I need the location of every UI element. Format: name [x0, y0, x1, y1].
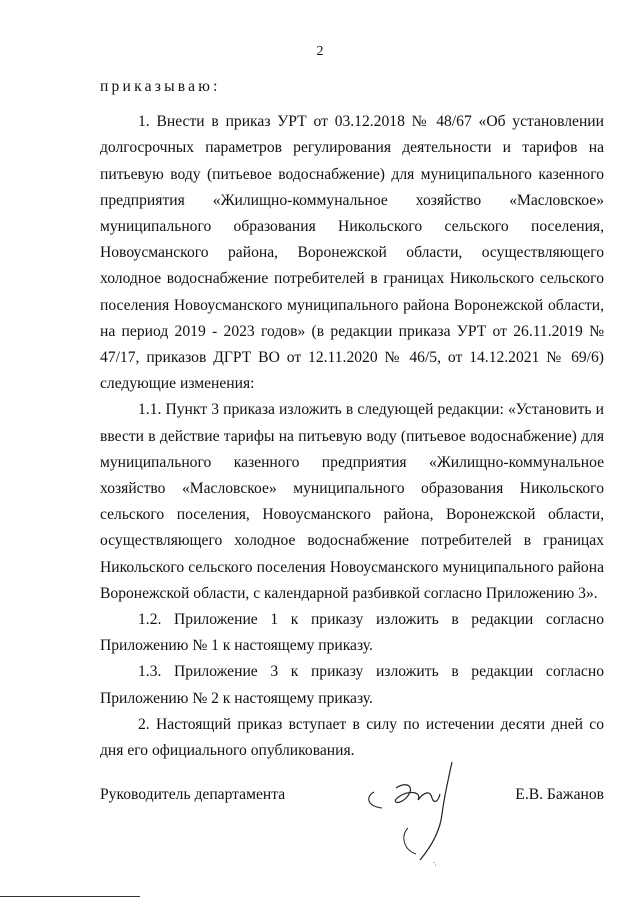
footer-rule [0, 896, 140, 897]
document-body [100, 74, 604, 764]
order-intro: приказываю: [100, 78, 221, 95]
signer-name: Е.В. Бажанов [515, 786, 604, 803]
signer-position: Руководитель департамента [100, 786, 286, 803]
paragraph-1-2: 1.2. Приложение 1 к приказу изложить в редакции согласно Приложению № 1 к настоящему приказу. [100, 611, 604, 655]
paragraph-1-3: 1.3. Приложение 3 к приказу изложить в редакции согласно Приложению № 2 к настоящему приказу. [100, 663, 604, 707]
page-number: 2 [316, 44, 324, 59]
handwritten-signature [360, 758, 470, 868]
paragraph-1-1: 1.1. Пункт 3 приказа изложить в следующей редакции: «Установить и ввести в действие тарифы на питьевую воду (питьевое водоснабжение) для муниципального казенного предприятия «Жилищно-коммунальное хозяйство «Масловское» муниципального образования Никольского сельского поселения, Новоусманского района, Воронежской области, осуществляющего холодное водоснабжение потребителей в границах Никольского сельского поселения Новоусманского муниципального района Воронежской области, с календарной разбивкой согласно Приложению 3». [100, 401, 604, 602]
paragraph-1: 1. Внести в приказ УРТ от 03.12.2018 № 48/67 «Об установлении долгосрочных параметров регулирования деятельности и тарифов на питьевую воду (питьевое водоснабжение) для муниципального казенного предприятия «Жилищно-коммунальное хозяйство «Масловское» муниципального образования Никольского сельского поселения, Новоусманского района, Воронежской области, осуществляющего холодное водоснабжение потребителей в границах Никольского сельского поселения Новоусманского муниципального района Воронежской области, на период 2019 - 2023 годов» (в редакции приказа УРТ от 26.11.2019 № 47/17, приказов ДГРТ ВО от 12.11.2020 № 46/5, от 14.12.2021 № 69/6) следующие изменения: [100, 113, 604, 393]
paragraph-2: 2. Настоящий приказ вступает в силу по истечении десяти дней со дня его официального опубликования. [100, 715, 604, 760]
